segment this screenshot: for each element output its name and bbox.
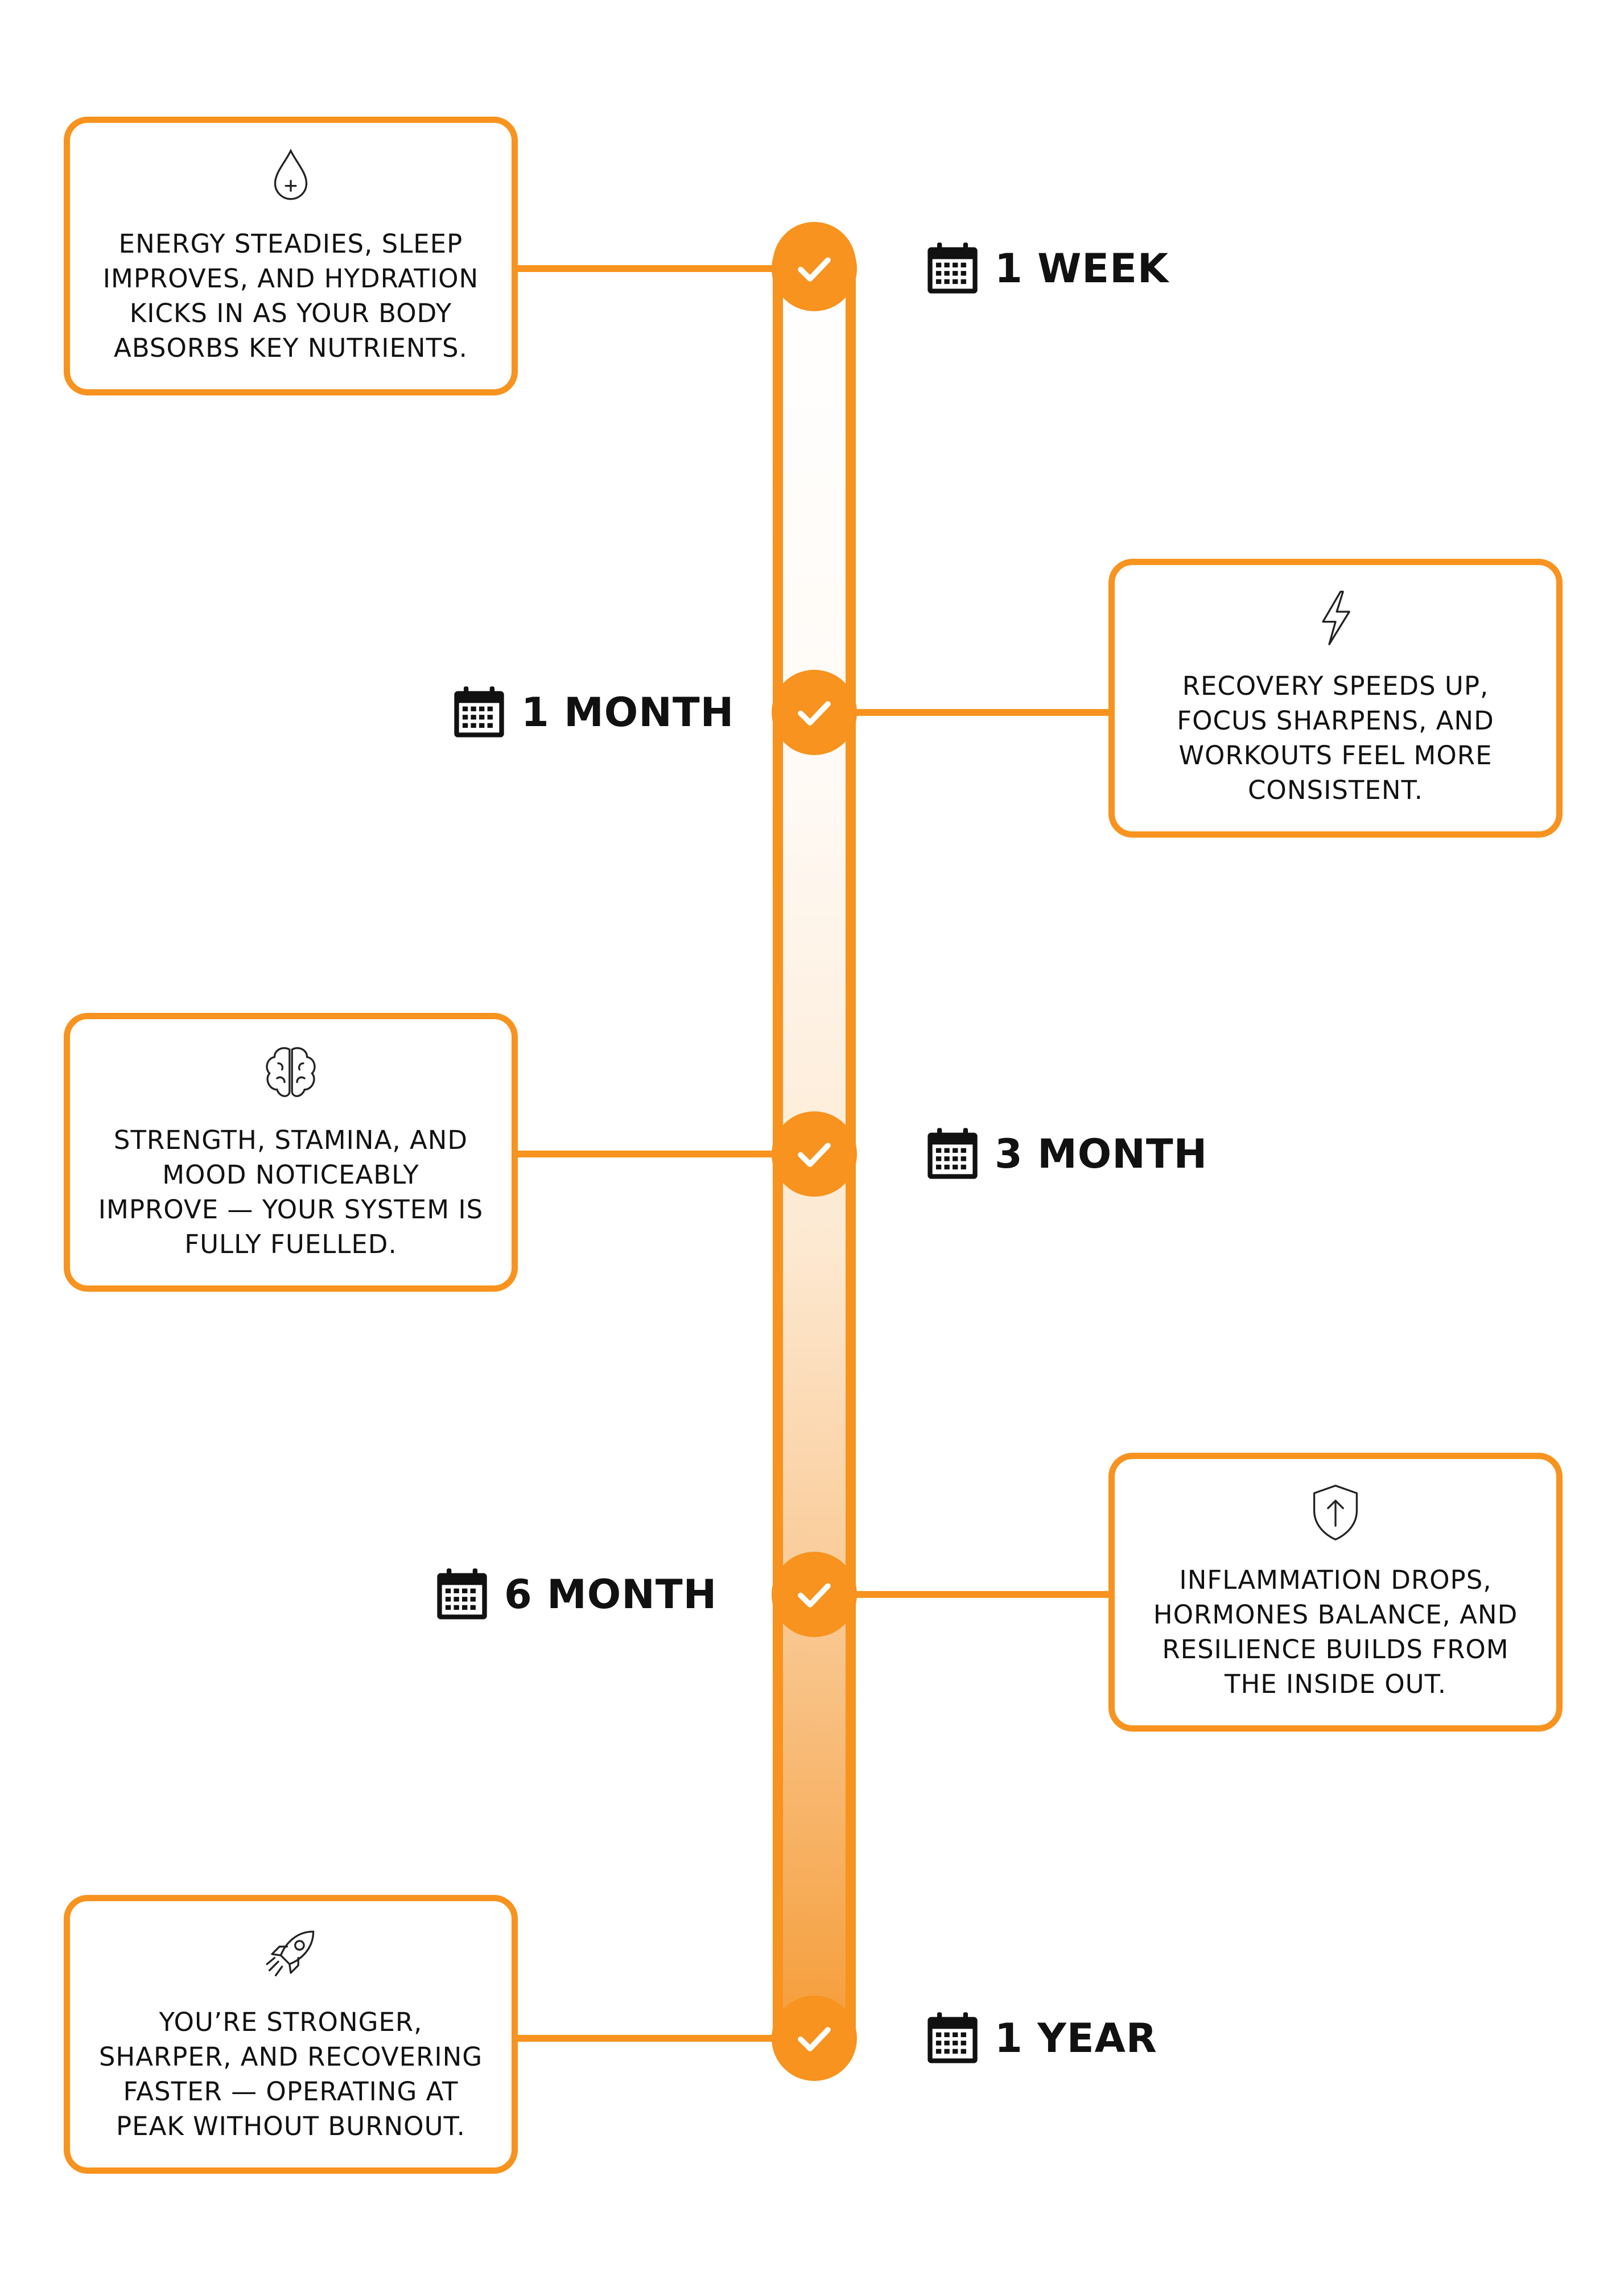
- connector-3-month: [518, 1151, 780, 1157]
- calendar-icon: [432, 1565, 492, 1624]
- checkmark-icon: [794, 2018, 835, 2059]
- milestone-label-6-month: [432, 1560, 717, 1629]
- milestone-description: STRENGTH, STAMINA, AND MOOD NOTICEABLY IMPROVE — YOUR SYSTEM IS FULLY FUELLED.: [98, 1125, 484, 1259]
- connector-1-month: [849, 709, 1111, 716]
- milestone-node-1-year: [772, 1996, 857, 2081]
- milestone-node-3-month: [772, 1111, 857, 1197]
- rocket-icon: [259, 1923, 322, 1985]
- connector-1-week: [518, 265, 780, 272]
- milestone-card-6-month: [1108, 1453, 1563, 1732]
- milestone-card-1-week: [64, 117, 518, 395]
- milestone-node-1-month: [772, 670, 857, 755]
- milestone-label-1-year: [923, 2004, 1157, 2072]
- milestone-description: YOU’RE STRONGER, SHARPER, AND RECOVERING FASTER — OPERATING AT PEAK WITHOUT BURNOUT.: [98, 2007, 483, 2141]
- milestone-node-6-month: [772, 1552, 857, 1637]
- milestone-card-3-month: [64, 1013, 518, 1292]
- milestone-label-3-month: [923, 1120, 1207, 1188]
- milestone-label-1-month: [450, 678, 734, 747]
- lightning-bolt-icon: [1304, 587, 1367, 649]
- milestone-card-1-year: [64, 1895, 518, 2174]
- milestone-label-text: 1 WEEK: [995, 245, 1169, 292]
- milestone-description: ENERGY STEADIES, SLEEP IMPROVES, AND HYDRATION KICKS IN AS YOUR BODY ABSORBS KEY NUTRIENTS.: [102, 229, 479, 363]
- connector-1-year: [518, 2035, 780, 2042]
- calendar-icon: [923, 239, 982, 298]
- brain-icon: [259, 1041, 322, 1103]
- milestone-card-1-month: [1108, 559, 1563, 838]
- milestone-label-text: 1 MONTH: [521, 689, 735, 736]
- water-drop-plus-icon: [259, 145, 322, 207]
- milestone-label-text: 6 MONTH: [504, 1571, 718, 1618]
- calendar-icon: [450, 683, 509, 742]
- checkmark-icon: [794, 1574, 835, 1615]
- connector-6-month: [849, 1591, 1111, 1598]
- shield-arrow-up-icon: [1304, 1481, 1367, 1543]
- milestone-description: RECOVERY SPEEDS UP, FOCUS SHARPENS, AND WORKOUTS FEEL MORE CONSISTENT.: [1177, 671, 1494, 805]
- calendar-icon: [923, 1124, 982, 1184]
- checkmark-icon: [794, 1134, 835, 1175]
- checkmark-icon: [794, 692, 835, 733]
- milestone-label-text: 1 YEAR: [995, 2015, 1157, 2062]
- calendar-icon: [923, 2009, 982, 2068]
- milestone-description: INFLAMMATION DROPS, HORMONES BALANCE, AND RESILIENCE BUILDS FROM THE INSIDE OUT.: [1153, 1565, 1518, 1699]
- milestone-label-1-week: [923, 234, 1169, 303]
- milestone-label-text: 3 MONTH: [995, 1131, 1208, 1177]
- milestone-node-1-week: [772, 226, 857, 311]
- checkmark-icon: [794, 248, 835, 289]
